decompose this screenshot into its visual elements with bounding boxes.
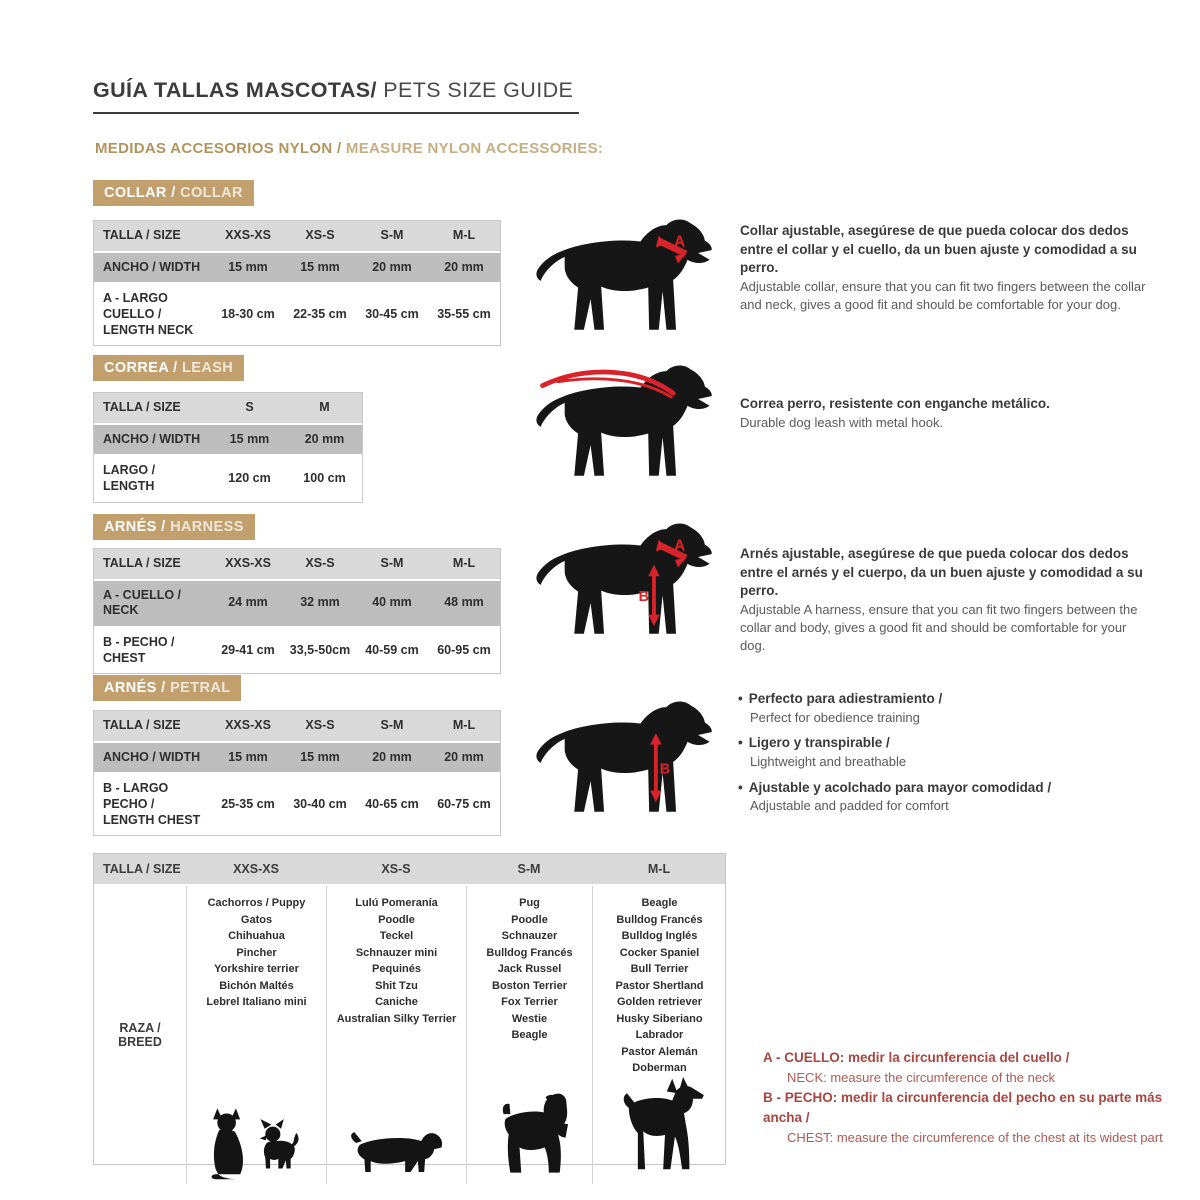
size-table-cell: 33,5-50cm (289, 642, 351, 657)
leash-desc-en: Durable dog leash with metal hook. (740, 414, 944, 430)
collar-badge-en: COLLAR (180, 185, 243, 201)
breed-list (615, 895, 703, 1077)
breed-item: Lebrel Italiano mini (206, 996, 307, 1008)
size-table-header-cell: XS-S (305, 556, 335, 570)
size-table-cell: ANCHO / WIDTH (103, 749, 201, 764)
chihuahua-silhouette-icon (255, 1119, 303, 1181)
petral-badge-es: ARNÉS / (104, 680, 166, 696)
harness-description (740, 545, 1148, 655)
breed-item: Pastor Shertland (615, 979, 704, 992)
labrador-silhouette-icon (533, 696, 725, 822)
dachshund-silhouette-icon (347, 1123, 447, 1181)
harness-size-table (93, 548, 501, 674)
note-neck-es: A - CUELLO: medir la circunferencia del cuello / (763, 1050, 1070, 1065)
schnauzer-silhouette-icon (490, 1089, 570, 1181)
breeds-header-cell: S-M (517, 862, 541, 876)
breeds-col-xxs-xs (186, 886, 326, 1184)
breeds-header-cell: TALLA / SIZE (103, 862, 181, 876)
note-chest-en: CHEST: measure the circumference of the chest at its widest part (787, 1130, 1163, 1146)
size-table-cell: ANCHO / WIDTH (103, 431, 201, 446)
size-table-cell: LARGO / LENGTH (103, 463, 156, 493)
size-table-cell: 100 cm (303, 471, 346, 486)
petral-feature-en: Adjustable and padded for comfort (750, 798, 949, 814)
breed-item: Bulldog Francés (616, 913, 703, 926)
breed-item: Caniche (375, 996, 418, 1008)
collar-dog-figure (533, 214, 725, 340)
breed-item: Golden retriever (617, 996, 702, 1008)
size-table-header-row (94, 711, 500, 741)
note-neck (763, 1048, 1200, 1088)
collar-desc-en: Adjustable collar, ensure that you can fit two fingers between the collar and neck, gives a good fit and should be comfortable for your dog. (740, 278, 1146, 312)
size-table-cell: 35-55 cm (437, 306, 491, 321)
marker-letter-a: A (674, 233, 686, 251)
size-table-header-cell: TALLA / SIZE (103, 228, 181, 242)
size-table-header-cell: S-M (380, 228, 404, 242)
size-table-cell: 32 mm (300, 595, 340, 610)
size-table-cell: 120 cm (228, 471, 271, 486)
harness-desc-en: Adjustable A harness, ensure that you can fit two fingers between the collar and body, gives a good fit and should be comfortable for your dog. (740, 601, 1138, 653)
size-table-row (94, 628, 500, 673)
size-table-header-cell: TALLA / SIZE (103, 400, 181, 414)
petral-feature-es: Ligero y transpirable / (748, 735, 890, 751)
size-table-cell: 40-59 cm (365, 642, 419, 657)
breed-item: Schnauzer mini (355, 946, 438, 959)
collar-size-table (93, 220, 501, 346)
bullet-dot: • (738, 735, 743, 751)
bullet-dot: • (738, 779, 743, 795)
leash-size-table (93, 392, 363, 503)
breed-item: Pastor Alemán (621, 1045, 698, 1058)
size-table-row (94, 743, 500, 773)
breed-item: Cocker Spaniel (619, 946, 700, 959)
size-table-cell: A - CUELLO / NECK (103, 587, 182, 618)
size-table-cell: 22-35 cm (293, 306, 347, 321)
note-chest (763, 1088, 1200, 1148)
size-table-header-cell: M-L (452, 556, 476, 570)
xs-s-silhouette (347, 1123, 447, 1184)
collar-badge-es: COLLAR / (104, 185, 176, 201)
size-table-cell: A - LARGO CUELLO / LENGTH NECK (103, 291, 194, 337)
petral-feature-en: Perfect for obedience training (750, 709, 920, 725)
size-table-header-cell: S-M (380, 556, 404, 570)
breed-list (486, 895, 572, 1044)
m-l-silhouette (612, 1077, 708, 1184)
breed-item: Pequinés (372, 963, 421, 975)
size-table-cell: 24 mm (228, 595, 268, 610)
doberman-silhouette-icon (612, 1077, 708, 1181)
breed-item: Pug (519, 897, 540, 909)
breed-item: Bulldog Francés (486, 946, 573, 959)
petral-feature (738, 779, 1118, 815)
size-table-header-cell: S-M (380, 718, 404, 732)
breed-item: Westie (511, 1012, 548, 1025)
leash-desc-es: Correa perro, resistente con enganche metálico. (740, 396, 1050, 411)
breed-item: Lulú Pomeranía (355, 897, 438, 909)
page-subtitle (95, 140, 603, 157)
size-table-cell: 40-65 cm (365, 796, 419, 811)
petral-dog-figure (533, 696, 725, 822)
breeds-row-label: RAZA / BREED (118, 1020, 162, 1049)
note-chest-es: B - PECHO: medir la circunferencia del pecho en su parte más ancha / (763, 1089, 1163, 1125)
size-table-header-cell: M-L (452, 718, 476, 732)
collar-section-badge (93, 180, 254, 206)
size-table-cell: 20 mm (372, 259, 412, 274)
leash-badge-en: LEASH (182, 360, 234, 376)
measure-notes (763, 1048, 1200, 1148)
size-table-cell: B - PECHO / CHEST (103, 634, 175, 665)
breed-item: Yorkshire terrier (214, 963, 299, 975)
breed-item: Beagle (641, 897, 678, 909)
size-table-cell: 40 mm (372, 595, 412, 610)
size-table-cell: B - LARGO PECHO / LENGTH CHEST (103, 781, 201, 827)
page-title-en: PETS SIZE GUIDE (383, 78, 574, 102)
harness-desc-es: Arnés ajustable, asegúrese de que pueda colocar dos dedos entre el arnés y el cuerpo, da un buen ajuste y comodidad a su perro. (740, 546, 1143, 599)
size-table-header-cell: XXS-XS (225, 718, 271, 732)
labrador-silhouette-icon (533, 518, 725, 644)
breeds-table-body (94, 886, 725, 1164)
breed-item: Jack Russel (497, 963, 562, 975)
size-table-header-cell: XXS-XS (225, 556, 271, 570)
size-table-header-cell: XS-S (305, 228, 335, 242)
size-table-cell: 15 mm (229, 431, 270, 446)
page-title-es: GUÍA TALLAS MASCOTAS/ (93, 78, 377, 102)
marker-letter-b: B (638, 589, 650, 606)
size-table-header-cell: XXS-XS (225, 228, 271, 242)
petral-feature (738, 690, 1118, 726)
breed-item: Beagle (511, 1029, 548, 1041)
xxs-xs-silhouettes (210, 1105, 303, 1184)
breed-item: Poodle (511, 913, 548, 926)
size-table-header-cell: M (319, 400, 330, 414)
petral-section-badge (93, 675, 241, 701)
breed-item: Teckel (379, 930, 414, 942)
harness-badge-es: ARNÉS / (104, 519, 166, 535)
note-neck-en: NECK: measure the circumference of the neck (787, 1070, 1056, 1086)
size-table-row (94, 284, 500, 345)
breed-list (206, 895, 306, 1011)
breeds-header-cell: XXS-XS (233, 862, 279, 876)
breed-item: Doberman (632, 1062, 687, 1074)
size-table-cell: 20 mm (444, 749, 484, 764)
breeds-col-m-l (592, 886, 726, 1184)
breed-item: Bichón Maltés (219, 979, 294, 992)
breed-item: Poodle (378, 913, 415, 926)
breed-item: Schnauzer (501, 930, 558, 942)
size-table-cell: 20 mm (444, 259, 484, 274)
size-table-header-row (94, 393, 362, 423)
size-table-cell: 60-75 cm (437, 796, 491, 811)
size-table-row (94, 581, 500, 626)
breed-item: Labrador (635, 1029, 684, 1041)
breed-item: Bull Terrier (630, 963, 689, 975)
harness-badge-en: HARNESS (170, 519, 244, 535)
breed-item: Bulldog Inglés (621, 930, 698, 942)
marker-letter-a: A (674, 537, 686, 555)
size-table-row (94, 253, 500, 283)
size-table-cell: 60-95 cm (437, 642, 491, 657)
breeds-header-cell: XS-S (381, 862, 411, 876)
breed-item: Chihuahua (228, 930, 285, 942)
s-m-silhouette (490, 1089, 570, 1184)
breeds-header-cell: M-L (647, 862, 671, 876)
breed-item: Boston Terrier (492, 979, 567, 992)
size-table-cell: ANCHO / WIDTH (103, 259, 201, 274)
breed-item: Australian Silky Terrier (336, 1012, 457, 1025)
leash-dog-figure (533, 360, 725, 486)
harness-section-badge (93, 514, 255, 540)
leash-section-badge (93, 355, 244, 381)
size-table-cell: 18-30 cm (221, 306, 275, 321)
size-table-cell: 15 mm (228, 259, 268, 274)
size-table-header-cell: XS-S (305, 718, 335, 732)
breed-item: Pincher (236, 946, 277, 959)
harness-dog-figure (533, 518, 725, 644)
size-table-header-cell: TALLA / SIZE (103, 718, 181, 732)
breed-list (337, 895, 457, 1027)
size-table-cell: 15 mm (228, 749, 268, 764)
size-table-cell: 15 mm (300, 259, 340, 274)
size-table-cell: 30-45 cm (365, 306, 419, 321)
size-table-cell: 15 mm (300, 749, 340, 764)
size-table-cell: 20 mm (372, 749, 412, 764)
size-table-cell: 29-41 cm (221, 642, 275, 657)
breeds-table (93, 853, 726, 1165)
marker-letter-b: B (659, 761, 671, 778)
size-table-cell: 30-40 cm (293, 796, 347, 811)
breeds-col-s-m (466, 886, 592, 1184)
breeds-col-xs-s (326, 886, 466, 1184)
size-table-header-cell: M-L (452, 228, 476, 242)
size-table-cell: 25-35 cm (221, 796, 275, 811)
breed-item: Gatos (240, 913, 273, 926)
breed-item: Shit Tzu (375, 979, 418, 992)
page-subtitle-es: MEDIDAS ACCESORIOS NYLON / (95, 140, 342, 157)
size-table-header-cell: S (245, 400, 254, 414)
size-table-row (94, 425, 362, 455)
size-table-header-cell: TALLA / SIZE (103, 556, 181, 570)
size-table-row (94, 456, 362, 501)
breed-item: Husky Siberiano (616, 1012, 703, 1025)
petral-features (738, 690, 1118, 823)
size-table-header-row (94, 549, 500, 579)
page-subtitle-en: MEASURE NYLON ACCESSORIES: (345, 140, 604, 157)
breed-item: Fox Terrier (501, 996, 558, 1008)
petral-feature-es: Perfecto para adiestramiento / (748, 691, 943, 706)
petral-feature-es: Ajustable y acolchado para mayor comodidad / (748, 779, 1052, 795)
petral-badge-en: PETRAL (170, 680, 231, 696)
labrador-silhouette-icon (533, 214, 725, 340)
labrador-silhouette-icon (533, 360, 725, 486)
size-table-header-row (94, 221, 500, 251)
collar-description (740, 222, 1148, 314)
cat-silhouette-icon (210, 1105, 250, 1181)
petral-feature-en: Lightweight and breathable (750, 753, 907, 769)
collar-desc-es: Collar ajustable, asegúrese de que pueda colocar dos dedos entre el collar y el cuello, da un buen ajuste y comodidad a su perro. (740, 223, 1137, 276)
size-table-cell: 20 mm (304, 431, 345, 446)
breed-item: Cachorros / Puppy (207, 897, 306, 909)
petral-size-table (93, 710, 501, 836)
breeds-table-header (94, 854, 725, 886)
leash-description (740, 395, 1148, 432)
size-table-row (94, 774, 500, 835)
petral-feature (738, 734, 1118, 770)
page-title (93, 78, 579, 114)
size-table-cell: 48 mm (444, 595, 484, 610)
bullet-dot: • (738, 691, 743, 706)
leash-badge-es: CORREA / (104, 360, 178, 376)
